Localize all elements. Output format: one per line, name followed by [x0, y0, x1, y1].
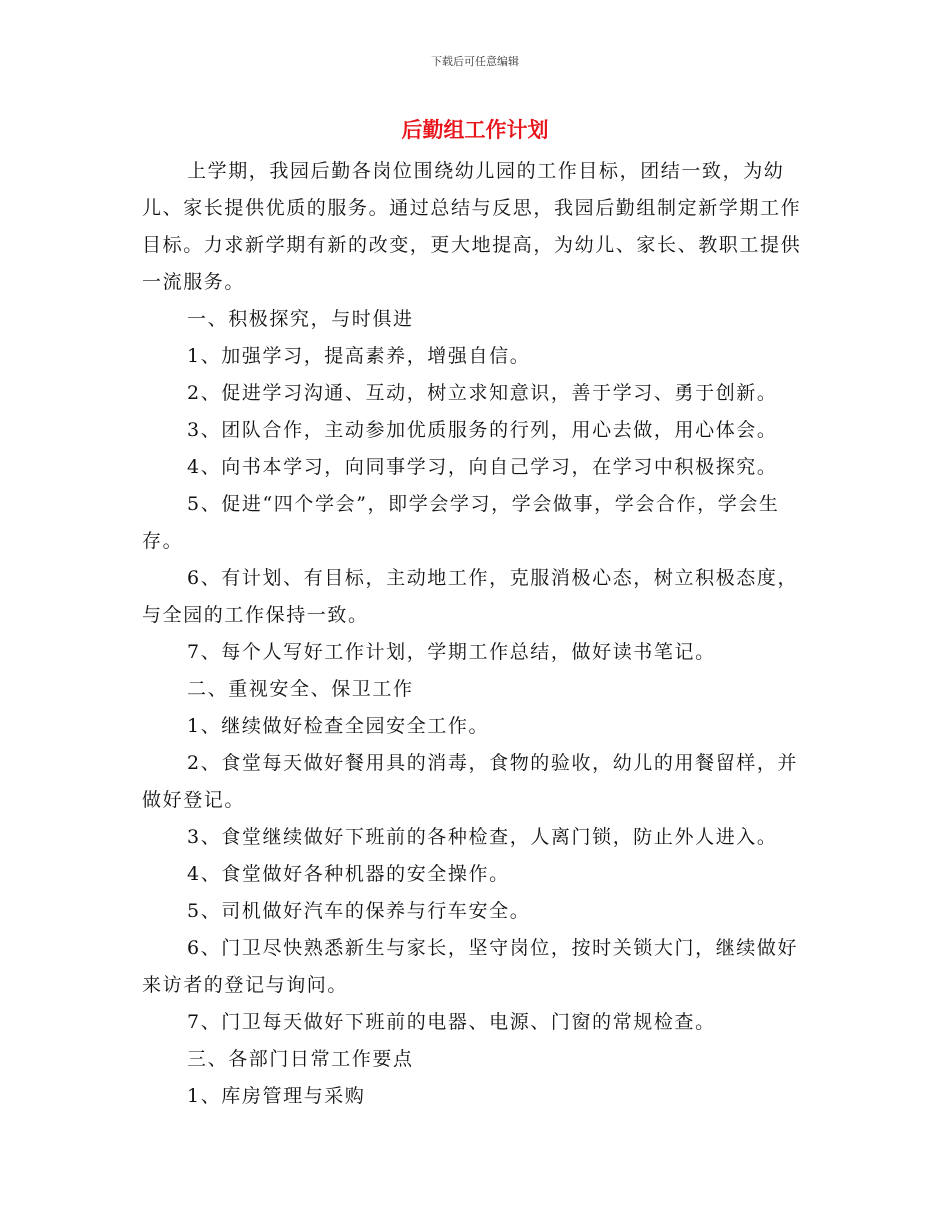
list-item: 5、促进“四个学会”，即学会学习，学会做事，学会合作，学会生存。 — [142, 493, 780, 552]
list-item: 1、库房管理与采购 — [187, 1085, 366, 1107]
list-item: 5、司机做好汽车的保养与行车安全。 — [187, 900, 531, 922]
list-item: 3、团队合作，主动参加优质服务的行列，用心去做，用心体会。 — [187, 419, 778, 441]
page-header-note: 下载后可任意编辑 — [431, 55, 519, 68]
list-item: 3、食堂继续做好下班前的各种检查，人离门锁，防止外人进入。 — [187, 826, 778, 848]
list-item: 7、每个人写好工作计划，学期工作总结，做好读书笔记。 — [187, 641, 716, 663]
list-item: 4、向书本学习，向同事学习，向自己学习，在学习中积极探究。 — [187, 456, 778, 478]
list-item: 4、食堂做好各种机器的安全操作。 — [187, 863, 510, 885]
list-item: 2、食堂每天做好餐用具的消毒，食物的验收，幼儿的用餐留样，并做好登记。 — [142, 752, 799, 811]
list-item: 2、促进学习沟通、互动，树立求知意识，善于学习、勇于创新。 — [187, 382, 778, 404]
list-item: 6、有计划、有目标，主动地工作，克服消极心态，树立积极态度，与全园的工作保持一致。 — [142, 567, 799, 626]
section-heading-3: 三、各部门日常工作要点 — [187, 1048, 414, 1070]
document-title: 后勤组工作计划 — [401, 118, 549, 142]
section-heading-1: 一、积极探究，与时俱进 — [187, 308, 414, 330]
document-body — [142, 153, 818, 1115]
intro-paragraph: 上学期，我园后勤各岗位围绕幼儿园的工作目标，团结一致，为幼儿、家长提供优质的服务。通过总结与反思，我园后勤组制定新学期工作目标。力求新学期有新的改变，更大地提高，为幼儿、家长、教职工提供一流服务。 — [142, 160, 802, 293]
list-item: 7、门卫每天做好下班前的电器、电源、门窗的常规检查。 — [187, 1011, 716, 1033]
section-heading-2: 二、重视安全、保卫工作 — [187, 678, 414, 700]
list-item: 6、门卫尽快熟悉新生与家长，坚守岗位，按时关锁大门，继续做好来访者的登记与询问。 — [142, 937, 799, 996]
list-item: 1、继续做好检查全园安全工作。 — [187, 715, 490, 737]
list-item: 1、加强学习，提高素养，增强自信。 — [187, 345, 531, 367]
